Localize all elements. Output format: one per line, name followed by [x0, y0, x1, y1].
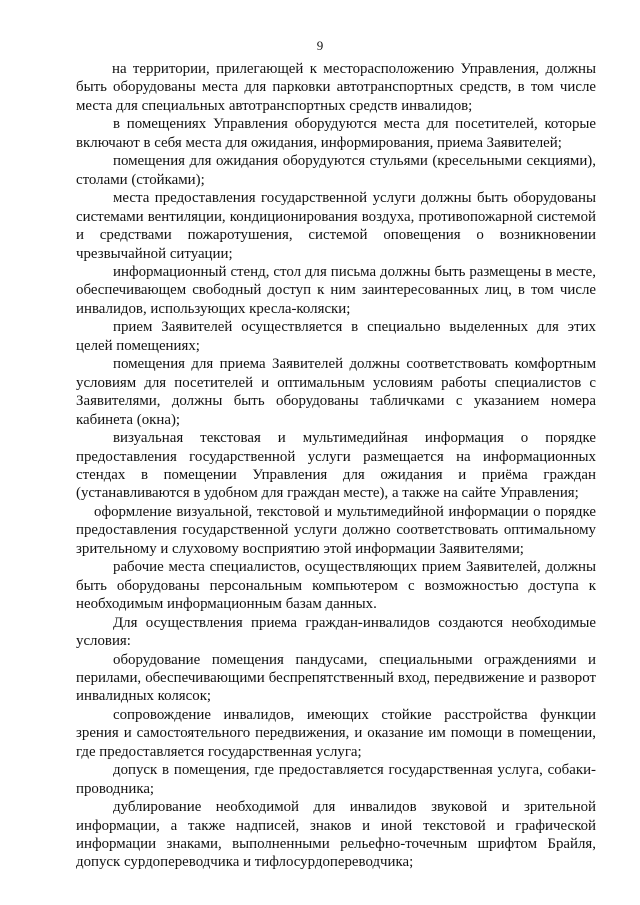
paragraph-reception-rooms: помещения для приема Заявителей должны соответствовать комфортным условиям для посетителей и оптимальным условиям работы специалистов с Заявителями, должны быть оборудованы табличками с указанием номера кабинета (окна); [76, 356, 596, 428]
paragraph-braille: дублирование необходимой для инвалидов звуковой и зрительной информации, а также надписей, знаков и иной текстовой и графической информации знаками, выполненными рельефно-точечным шрифтом Брайля, допуск сурдопереводчика и тифлосурдопереводчика; [76, 799, 596, 871]
paragraph-escort: сопровождение инвалидов, имеющих стойкие расстройства функции зрения и самостоятельного передвижения, и оказание им помощи в помещении, где предоставляется государственная услуга; [76, 706, 596, 760]
page-number: 9 [316, 38, 324, 53]
paragraph-parking: на территории, прилегающей к месторасположению Управления, должны быть оборудованы места для парковки автотранспортных средств, в том числе места для специальных автотранспортных средств инвалидов; [76, 61, 596, 114]
paragraph-visitor-places: в помещениях Управления оборудуются места для посетителей, которые включают в себя места для ожидания, информирования, приема Заявителей; [76, 116, 596, 151]
paragraph-guide-dog: допуск в помещения, где предоставляется государственная услуга, собаки-проводника; [76, 762, 596, 797]
paragraph-ramps: оборудование помещения пандусами, специальными ограждениями и перилами, обеспечивающими беспрепятственный вход, передвижение и разворот инвалидных колясок; [76, 651, 596, 705]
paragraph-reception: прием Заявителей осуществляется в специально выделенных для этих целей помещениях; [76, 319, 596, 354]
paragraph-waiting-rooms: помещения для ожидания оборудуются стульями (кресельными секциями), столами (стойками); [76, 153, 596, 188]
paragraph-info-design: оформление визуальной, текстовой и мультимедийной информации о порядке предоставления государственной услуги должно соответствовать оптимальному зрительному и слуховому восприятию этой информации Заявителями; [76, 503, 596, 557]
paragraph-visual-info: визуальная текстовая и мультимедийная информация о порядке предоставления государственной услуги размещается на информационных стендах в помещении Управления для ожидания и приёма граждан (устанавливаются в удобном для граждан месте), а также на сайте Управления; [76, 430, 596, 502]
paragraph-service-places: места предоставления государственной услуги должны быть оборудованы системами вентиляции, кондиционирования воздуха, противопожарной системой и средствами пожаротушения, системой оповещения о возникновении чрезвычайной ситуации; [76, 190, 596, 262]
paragraph-info-stand: информационный стенд, стол для письма должны быть размещены в месте, обеспечивающем свободный доступ к ним заинтересованных лиц, в том числе инвалидов, использующих кресла-коляски; [76, 263, 596, 317]
paragraph-disabled-intro: Для осуществления приема граждан-инвалидов создаются необходимые условия: [76, 614, 596, 650]
paragraph-workplaces: рабочие места специалистов, осуществляющих прием Заявителей, должны быть оборудованы персональным компьютером с возможностью доступа к необходимым информационным базам данных. [76, 559, 596, 613]
document-body [76, 60, 596, 872]
